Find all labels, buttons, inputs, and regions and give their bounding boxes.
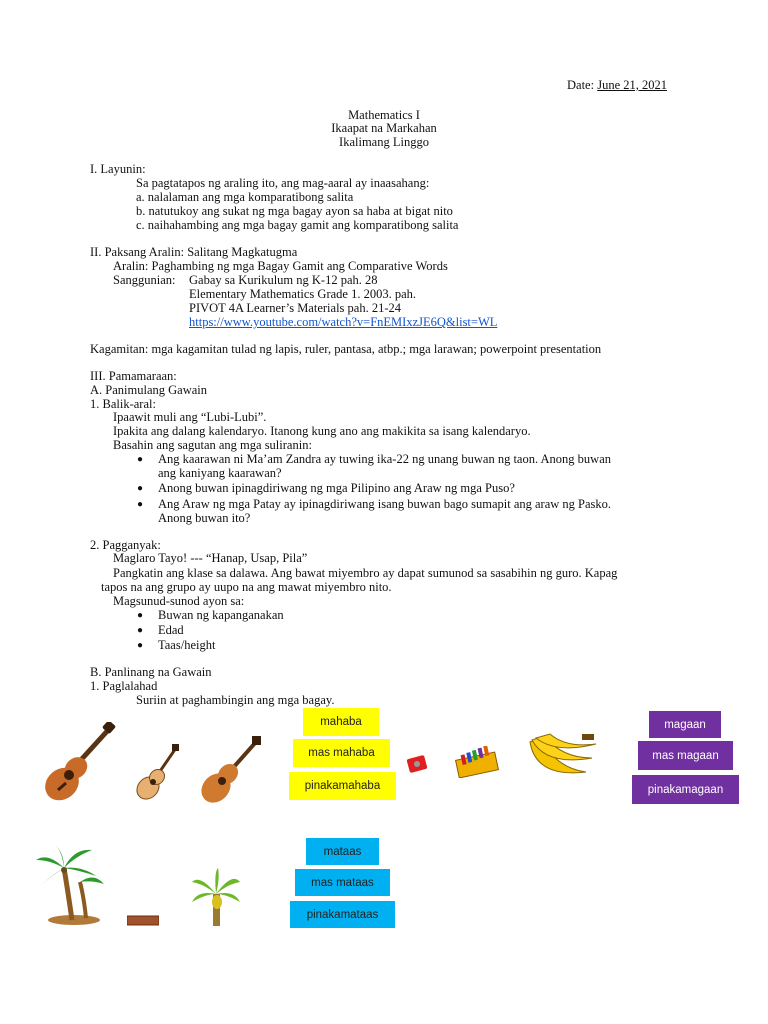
bullet-icon: ●	[137, 483, 144, 494]
sharpener-icon	[405, 752, 431, 776]
criteria-item: Edad	[158, 623, 184, 637]
banana-icon	[526, 728, 598, 784]
layunin-heading: I. Layunin:	[90, 162, 146, 176]
week-title: Ikalimang Linggo	[339, 135, 429, 149]
label-mas-mahaba: mas mahaba	[293, 739, 390, 767]
section-b-heading: B. Panlinang na Gawain	[90, 665, 212, 679]
crayon-box-icon	[455, 746, 501, 778]
sanggunian-label: Sanggunian:	[113, 273, 176, 287]
date-label: Date:	[567, 78, 595, 92]
question-line: Ang kaarawan ni Ma’am Zandra ay tuwing ika-22 ng unang buwan ng taon. Anong buwan	[158, 452, 612, 466]
label-mahaba: mahaba	[303, 708, 379, 736]
guitar-small-icon	[134, 744, 180, 800]
paksa-heading: II. Paksang Aralin: Salitang Magkatugma	[90, 245, 298, 259]
label-pinakamahaba: pinakamahaba	[289, 772, 396, 800]
label-mas-magaan: mas magaan	[638, 741, 733, 770]
section-a-heading: A. Panimulang Gawain	[90, 383, 207, 397]
paglalahad-instruction: Suriin at paghambingin ang mga bagay.	[136, 693, 335, 707]
bullet-icon: ●	[137, 499, 144, 510]
balik-aral-heading: 1. Balik-aral:	[90, 397, 156, 411]
guitar-large-icon	[40, 722, 116, 802]
bullet-icon: ●	[137, 610, 144, 621]
label-magaan: magaan	[649, 711, 721, 738]
guitar-medium-icon	[196, 736, 262, 806]
balik-aral-line: Ipakita ang dalang kalendaryo. Itanong kung ano ang makikita sa isang kalendaryo.	[113, 424, 531, 438]
balik-aral-line: Ipaawit muli ang “Lubi-Lubi”.	[113, 410, 267, 424]
layunin-item: c. naihahambing ang mga bagay gamit ang komparatibong salita	[136, 218, 459, 232]
subject-title: Mathematics I	[348, 108, 420, 122]
date-line	[567, 78, 667, 93]
date-value: June 21, 2021	[597, 78, 667, 92]
bullet-icon: ●	[137, 625, 144, 636]
question-line: Anong buwan ipinagdiriwang ng mga Pilipino ang Araw ng mga Puso?	[158, 481, 515, 495]
quarter-title: Ikaapat na Markahan	[331, 121, 437, 135]
question-line: Ang Araw ng mga Patay ay ipinagdiriwang isang buwan bago sumapit ang araw ng Pasko.	[158, 497, 612, 511]
question-line: Anong buwan ito?	[158, 511, 251, 525]
pagganyak-line: tapos na ang grupo ay uupo na ang mawat miyembro nito.	[101, 580, 392, 594]
aralin-line: Aralin: Paghambing ng mga Bagay Gamit ang Comparative Words	[113, 259, 448, 273]
pagganyak-line: Pangkatin ang klase sa dalawa. Ang bawat miyembro ay dapat sumunod sa sasabihin ng guro. Kapag	[113, 566, 618, 580]
layunin-item: a. nalalaman ang mga komparatibong salita	[136, 190, 354, 204]
bullet-icon: ●	[137, 454, 144, 465]
pagganyak-game: Maglaro Tayo! --- “Hanap, Usap, Pila”	[113, 551, 308, 565]
coconut-tree-icon	[34, 842, 106, 926]
criteria-item: Taas/height	[158, 638, 216, 652]
layunin-intro: Sa pagtatapos ng araling ito, ang mag-aaral ay inaasahang:	[136, 176, 430, 190]
pagganyak-heading: 2. Pagganyak:	[90, 538, 161, 552]
pagganyak-line: Magsunud-sunod ayon sa:	[113, 594, 245, 608]
reference-item: PIVOT 4A Learner’s Materials pah. 21-24	[189, 301, 401, 315]
wood-block-icon	[127, 914, 159, 926]
youtube-link[interactable]: https://www.youtube.com/watch?v=FnEMIxzJE6Q&list=WL	[189, 315, 498, 329]
banana-tree-icon	[190, 868, 242, 928]
label-pinakamagaan: pinakamagaan	[632, 775, 739, 804]
criteria-item: Buwan ng kapanganakan	[158, 608, 284, 622]
question-line: ang kaniyang kaarawan?	[158, 466, 282, 480]
label-mataas: mataas	[306, 838, 379, 865]
paglalahad-heading: 1. Paglalahad	[90, 679, 158, 693]
layunin-item: b. natutukoy ang sukat ng mga bagay ayon sa haba at bigat nito	[136, 204, 453, 218]
label-pinakamataas: pinakamataas	[290, 901, 395, 928]
reference-item: Gabay sa Kurikulum ng K-12 pah. 28	[189, 273, 378, 287]
label-mas-mataas: mas mataas	[295, 869, 390, 896]
bullet-icon: ●	[137, 640, 144, 651]
reference-item: Elementary Mathematics Grade 1. 2003. pah.	[189, 287, 417, 301]
kagamitan-line: Kagamitan: mga kagamitan tulad ng lapis, ruler, pantasa, atbp.; mga larawan; powerpoint presentation	[90, 342, 602, 356]
balik-aral-line: Basahin ang sagutan ang mga suliranin:	[113, 438, 312, 452]
pamamaraan-heading: III. Pamamaraan:	[90, 369, 177, 383]
